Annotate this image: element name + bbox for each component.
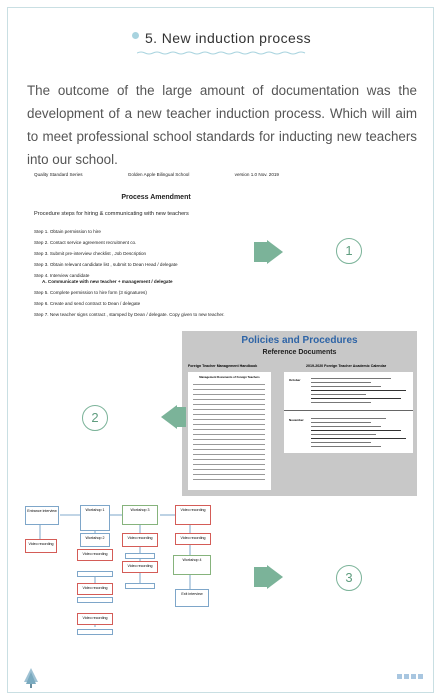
flow-reflection <box>77 597 113 603</box>
flow-reflection <box>125 553 155 559</box>
dot-icon <box>404 674 409 679</box>
handbook-caption: Foreign Teacher Management Handbook <box>188 364 258 368</box>
handbook-heading: Management Documents of Foreign Teachers <box>199 375 260 379</box>
wavy-underline <box>137 51 307 55</box>
calendar-month-october: October <box>289 378 301 382</box>
doc2-subtitle: Reference Documents <box>262 349 337 356</box>
calendar-caption: 2019-2020 Foreign Teacher Academic Calendar <box>306 364 387 368</box>
calendar-month-november: November <box>289 418 304 422</box>
handbook-page <box>188 372 271 490</box>
doc-step: Step 5. Complete permission to hire form (3 signatures) <box>34 290 147 295</box>
induction-flowchart <box>25 503 220 653</box>
flow-workshop-1: Workshop 1 <box>80 505 110 531</box>
marker-number-1: 1 <box>336 238 362 264</box>
doc-step: Step 7. New teacher signs contract , stamped by Dean / delegate. Copy given to new teacher. <box>34 312 225 317</box>
policies-procedures-document <box>182 331 417 496</box>
flow-reflection <box>77 629 113 635</box>
flow-workshop-4: Workshop 4 <box>173 555 211 575</box>
flow-reflection <box>77 571 113 577</box>
flow-video-recording: Video recording <box>122 561 158 573</box>
doc-step-sub: A. Communicate with new teacher + management / delegate <box>42 279 173 284</box>
doc-step: Step 2. Contact service agreement recruitment co. <box>34 240 137 245</box>
doc-step: Step 3. Submit pre-interview checklist , Job Description <box>34 251 147 256</box>
doc-header-left: Quality Standard Series <box>34 172 83 177</box>
dot-icon <box>411 674 416 679</box>
intro-paragraph: The outcome of the large amount of documentation was the development of a new teacher induction process. Which will aim to meet professional school standards for inducting new teachers into our school. <box>27 83 417 168</box>
arrow-right-icon <box>254 567 268 587</box>
arrow-left-bar <box>176 407 186 427</box>
doc-title: Process Amendment <box>121 194 191 201</box>
section-title: 5. New induction process <box>144 30 311 46</box>
doc-step: Step 1. Obtain permission to hire <box>34 229 101 234</box>
flow-exit-interview: Exit interview <box>175 589 209 607</box>
flow-video-recording: Video recording <box>77 549 113 561</box>
arrow-left-icon <box>161 405 177 429</box>
pagination-dots <box>397 674 423 679</box>
flow-video-recording: Video recording <box>77 583 113 595</box>
flow-video-recording: Video recording <box>175 533 211 545</box>
flow-reflection <box>125 583 155 589</box>
tree-icon <box>24 668 38 688</box>
doc-subtitle: Procedure steps for hiring & communicating with new teachers <box>34 211 189 217</box>
doc-header-school: Golden Apple Bilingual School <box>127 172 190 177</box>
flow-video-recording: Video recording <box>77 613 113 625</box>
section-heading <box>0 30 443 55</box>
arrow-right-head <box>267 240 283 264</box>
marker-number-3: 3 <box>336 565 362 591</box>
arrow-right-icon <box>254 242 268 262</box>
dot-icon <box>418 674 423 679</box>
flow-video-recording: Video recording <box>25 539 57 553</box>
flow-video-recording: Video recording <box>122 533 158 547</box>
doc-step: Step 3. Obtain relevant candidate list , submit to Dean Head / delegate <box>34 262 178 267</box>
marker-number-2: 2 <box>82 405 108 431</box>
doc2-title: Policies and Procedures <box>241 335 358 346</box>
calendar-page <box>284 372 413 453</box>
dot-icon <box>397 674 402 679</box>
flow-entrance-interview: Entrance interview <box>25 506 59 525</box>
doc-step: Step 6. Create and send contract to Dean / delegate <box>34 301 141 306</box>
doc-step: Step 4. Interview candidate <box>34 273 90 278</box>
flow-video-recording: Video recording <box>175 505 211 525</box>
arrow-right-head <box>267 565 283 589</box>
process-amendment-document <box>26 166 286 326</box>
flow-workshop-2: Workshop 2 <box>80 533 110 547</box>
doc-header-version: version 1.0 Nov. 2019 <box>234 172 279 177</box>
flow-workshop-3: Workshop 3 <box>122 505 158 525</box>
flowchart-connectors <box>25 503 220 653</box>
bullet-dot-icon <box>132 32 139 39</box>
